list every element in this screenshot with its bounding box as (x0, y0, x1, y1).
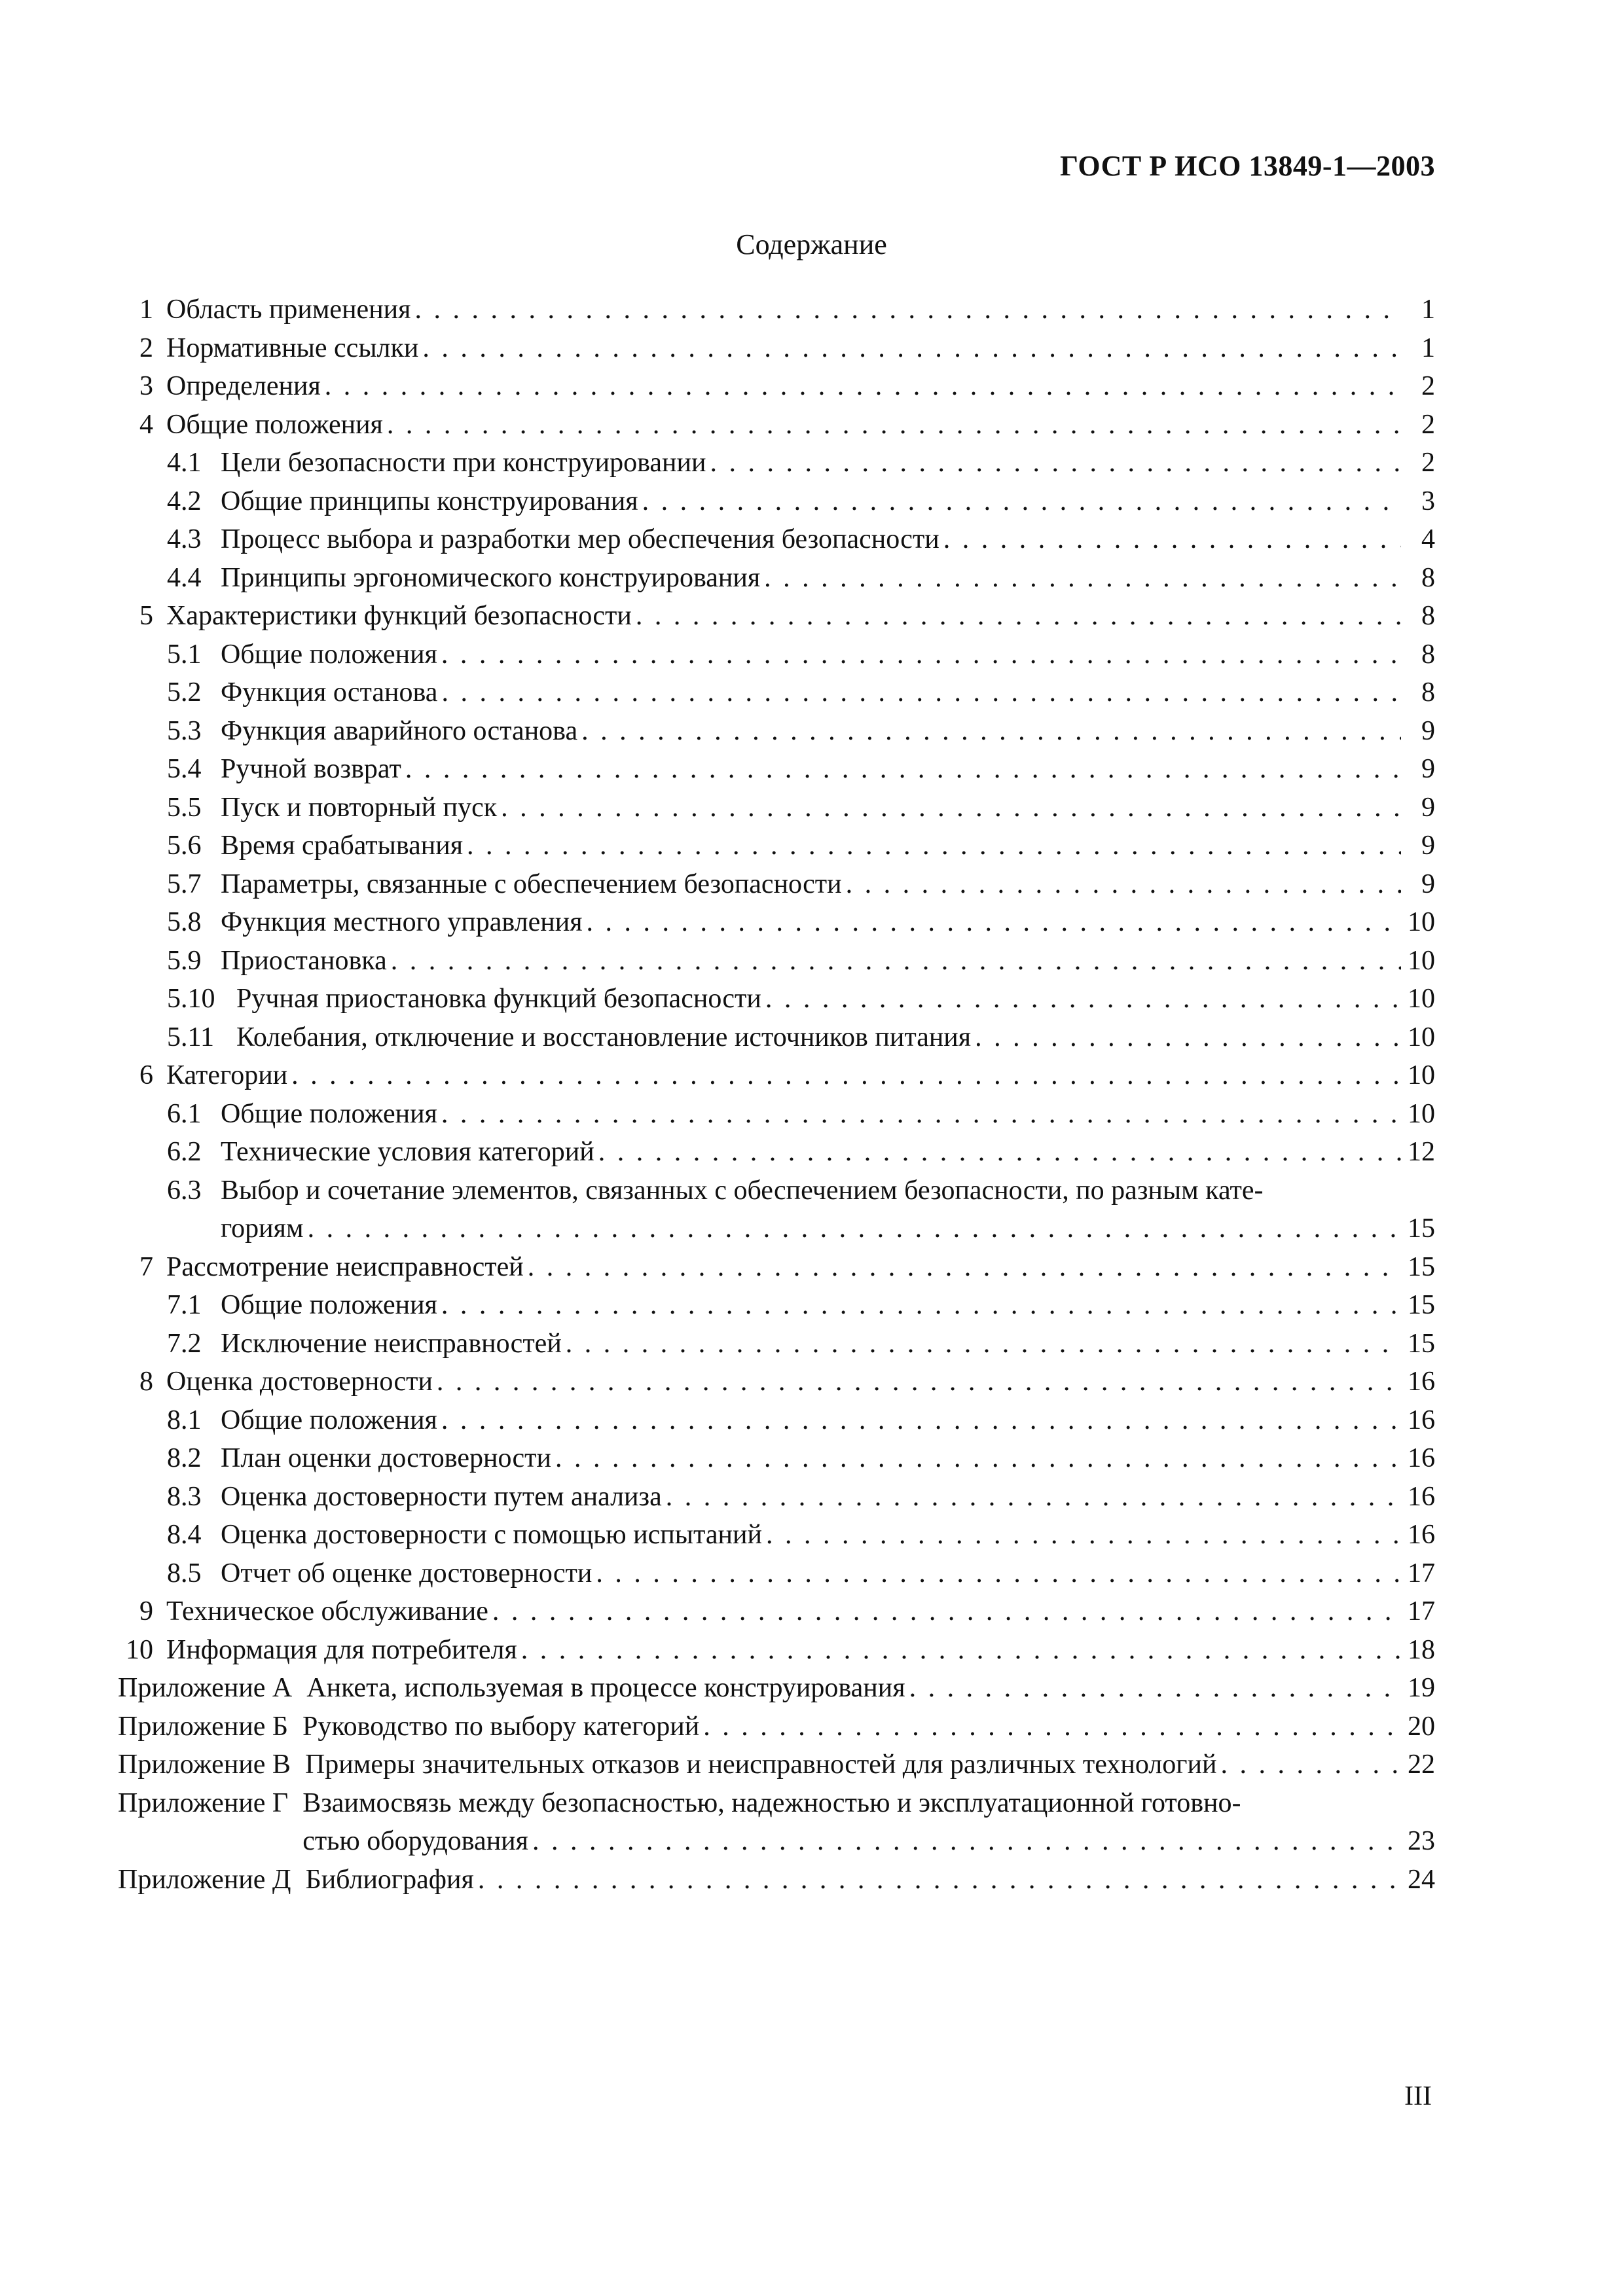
toc-entry-number: 5 (139, 601, 153, 631)
toc-entry[interactable] (118, 1708, 1435, 1746)
toc-entry[interactable] (118, 1631, 1435, 1670)
toc-entry[interactable] (118, 1172, 1435, 1210)
toc-entry[interactable] (118, 1439, 1435, 1478)
toc-leader-dots (387, 406, 1401, 444)
toc-entry-page: 8 (1421, 639, 1435, 670)
toc-entry-number: 6.1 (167, 1098, 202, 1129)
toc-entry-label: Категории (166, 1060, 288, 1090)
toc-entry[interactable] (118, 520, 1435, 559)
toc-title: Содержание (736, 228, 887, 260)
toc-entry-page: 22 (1408, 1749, 1435, 1780)
toc-entry-label: Цели безопасности при конструировании (221, 448, 706, 478)
toc-entry-page: 15 (1408, 1328, 1435, 1359)
toc-leader-dots (846, 865, 1401, 904)
toc-entry-page: 8 (1421, 677, 1435, 708)
toc-entry-number: Приложение Г (118, 1787, 289, 1818)
toc-entry[interactable] (118, 1018, 1435, 1057)
toc-entry-label: Общие положения (221, 1290, 437, 1320)
toc-entry-label: Отчет об оценке достоверности (221, 1558, 593, 1588)
toc-entry-label: Нормативные ссылки (166, 332, 419, 363)
toc-entry-page: 12 (1408, 1137, 1435, 1167)
toc-entry-page: 10 (1408, 1022, 1435, 1052)
toc-entry[interactable] (118, 367, 1435, 406)
toc-entry[interactable] (118, 1056, 1435, 1095)
toc-entry-label: Пуск и повторный пуск (221, 792, 498, 823)
toc-entry-number: 8.5 (167, 1558, 202, 1588)
toc-entry-label: Общие положения (221, 1098, 437, 1129)
toc-entry-label: План оценки достоверности (221, 1443, 551, 1473)
toc-entry-page: 20 (1408, 1711, 1435, 1742)
toc-entry-label: Выбор и сочетание элементов, связанных с обеспечением безопасности, по разным кате- (221, 1175, 1264, 1206)
toc-entry-number: 5.4 (167, 754, 202, 784)
toc-entry-number: Приложение Д (118, 1864, 291, 1895)
toc-entry-number: Приложение Б (118, 1711, 289, 1742)
toc-leader-dots (1220, 1746, 1401, 1784)
toc-entry-label: Приостановка (221, 945, 387, 976)
toc-leader-dots (441, 1095, 1401, 1134)
toc-entry-label-continued: стью оборудования (302, 1826, 528, 1856)
toc-entry-label: Колебания, отключение и восстановление источников питания (236, 1022, 972, 1052)
toc-entry-page: 10 (1408, 984, 1435, 1014)
toc-entry[interactable] (118, 1784, 1435, 1823)
toc-entry-page: 24 (1408, 1864, 1435, 1895)
toc-leader-dots (566, 1325, 1401, 1363)
toc-entry[interactable] (118, 1861, 1435, 1899)
toc-entry-page: 9 (1421, 715, 1435, 746)
toc-leader-dots (441, 1401, 1401, 1440)
toc-entry-number: 5.11 (167, 1022, 214, 1052)
toc-entry[interactable] (118, 1401, 1435, 1440)
toc-entry[interactable] (118, 750, 1435, 789)
toc-entry-number: 7 (139, 1251, 153, 1282)
toc-entry[interactable] (118, 636, 1435, 674)
toc-leader-dots (703, 1708, 1401, 1746)
toc-entry[interactable] (118, 1592, 1435, 1631)
toc-leader-dots (642, 482, 1401, 521)
toc-entry-page: 4 (1421, 524, 1435, 554)
toc-entry-page: 17 (1408, 1596, 1435, 1626)
toc-leader-dots (414, 291, 1401, 329)
toc-entry-number: 5.8 (167, 907, 202, 937)
table-of-contents (118, 291, 1435, 1899)
toc-entry[interactable] (118, 597, 1435, 636)
page-number: III (1404, 2081, 1432, 2111)
toc-entry[interactable] (118, 903, 1435, 942)
toc-entry-label: Библиография (305, 1864, 474, 1895)
toc-entry-label: Общие принципы конструирования (221, 486, 638, 516)
toc-entry-label: Ручной возврат (221, 754, 401, 784)
toc-entry-label: Руководство по выбору категорий (302, 1711, 700, 1742)
toc-entry-number: 7.1 (167, 1290, 202, 1320)
toc-entry-label: Процесс выбора и разработки мер обеспечения безопасности (221, 524, 939, 554)
toc-entry-page: 16 (1408, 1443, 1435, 1473)
toc-entry-page: 10 (1408, 1098, 1435, 1129)
toc-leader-dots (422, 329, 1401, 368)
toc-entry-page: 17 (1408, 1558, 1435, 1588)
toc-entry-page: 10 (1408, 907, 1435, 937)
toc-entry-page: 9 (1421, 869, 1435, 899)
toc-entry[interactable] (118, 712, 1435, 751)
toc-entry[interactable] (118, 1669, 1435, 1708)
toc-leader-dots (596, 1554, 1401, 1593)
toc-entry-page: 10 (1408, 945, 1435, 976)
toc-entry[interactable] (118, 673, 1435, 712)
toc-entry-label-continued: гориям (221, 1213, 304, 1244)
toc-leader-dots (325, 367, 1401, 406)
toc-entry-number: 5.6 (167, 831, 202, 861)
toc-entry-label: Примеры значительных отказов и неисправностей для различных технологий (304, 1749, 1217, 1780)
toc-entry-label: Функция местного управления (221, 907, 583, 937)
toc-entry-number: 5.1 (167, 639, 202, 670)
toc-entry-number: 2 (139, 332, 153, 363)
toc-leader-dots (764, 559, 1401, 598)
toc-entry[interactable] (118, 827, 1435, 865)
toc-entry-page: 1 (1421, 332, 1435, 363)
toc-entry[interactable] (118, 942, 1435, 980)
toc-entry-label: Информация для потребителя (166, 1634, 517, 1665)
toc-entry-page: 10 (1408, 1060, 1435, 1090)
toc-entry-number: 6.2 (167, 1137, 202, 1167)
toc-entry-page: 15 (1408, 1251, 1435, 1282)
toc-leader-dots (441, 636, 1401, 674)
toc-entry-number: 4 (139, 409, 153, 440)
toc-entry[interactable] (118, 291, 1435, 329)
toc-entry-label: Ручная приостановка функций безопасности (236, 984, 761, 1014)
toc-entry[interactable] (118, 1516, 1435, 1554)
toc-entry-number: 1 (139, 295, 153, 325)
toc-entry-label: Оценка достоверности (166, 1367, 433, 1397)
toc-leader-dots (391, 942, 1401, 980)
toc-entry-number: 5.2 (167, 677, 202, 708)
toc-leader-dots (765, 980, 1401, 1018)
toc-leader-dots (478, 1861, 1401, 1899)
toc-entry-label: Оценка достоверности с помощью испытаний (221, 1520, 762, 1550)
toc-entry[interactable] (118, 980, 1435, 1018)
toc-entry-page: 2 (1421, 371, 1435, 401)
toc-entry-page: 18 (1408, 1634, 1435, 1665)
toc-entry-number: 8.2 (167, 1443, 202, 1473)
toc-entry-label: Анкета, используемая в процессе конструирования (306, 1673, 905, 1703)
toc-leader-dots (555, 1439, 1401, 1478)
toc-entry-page: 2 (1421, 448, 1435, 478)
toc-entry-label: Общие положения (221, 1405, 437, 1435)
toc-entry[interactable] (118, 482, 1435, 521)
toc-entry-number: 8 (139, 1367, 153, 1397)
toc-entry-label: Рассмотрение неисправностей (166, 1251, 524, 1282)
toc-entry-page: 15 (1408, 1213, 1435, 1244)
toc-entry-label: Оценка достоверности путем анализа (221, 1481, 662, 1512)
toc-entry-number: 7.2 (167, 1328, 202, 1359)
toc-leader-dots (666, 1478, 1401, 1516)
toc-entry-page: 9 (1421, 831, 1435, 861)
toc-entry-page: 16 (1408, 1481, 1435, 1512)
toc-entry-number: 5.10 (167, 984, 215, 1014)
toc-entry-page: 16 (1408, 1520, 1435, 1550)
toc-leader-dots (975, 1018, 1401, 1057)
toc-entry-number: 4.3 (167, 524, 202, 554)
toc-entry-number: 9 (139, 1596, 153, 1626)
toc-leader-dots (308, 1210, 1401, 1248)
toc-entry-label: Общие положения (166, 409, 383, 440)
toc-entry-label: Область применения (166, 295, 411, 325)
toc-entry-page: 1 (1421, 295, 1435, 325)
toc-leader-dots (437, 1363, 1401, 1401)
toc-entry-label: Определения (166, 371, 321, 401)
toc-entry[interactable] (118, 1478, 1435, 1516)
toc-entry[interactable] (118, 406, 1435, 444)
toc-entry-page: 9 (1421, 792, 1435, 823)
toc-entry-label: Техническое обслуживание (166, 1596, 488, 1626)
toc-entry[interactable] (118, 1248, 1435, 1287)
toc-entry[interactable] (118, 1095, 1435, 1134)
toc-leader-dots (441, 673, 1401, 712)
toc-entry[interactable] (118, 789, 1435, 827)
toc-entry[interactable] (118, 1554, 1435, 1593)
toc-leader-dots (291, 1056, 1401, 1095)
toc-entry-label: Характеристики функций безопасности (166, 601, 632, 631)
toc-entry[interactable] (118, 865, 1435, 904)
toc-entry-number: 5.9 (167, 945, 202, 976)
toc-leader-dots (467, 827, 1401, 865)
toc-entry-page: 9 (1421, 754, 1435, 784)
toc-entry-page: 16 (1408, 1367, 1435, 1397)
toc-leader-dots (636, 597, 1401, 636)
toc-leader-dots (581, 712, 1401, 751)
toc-entry-page: 19 (1408, 1673, 1435, 1703)
toc-leader-dots (710, 444, 1401, 482)
toc-entry-page: 23 (1408, 1826, 1435, 1856)
toc-entry[interactable] (118, 1286, 1435, 1325)
toc-entry-label: Технические условия категорий (221, 1137, 594, 1167)
toc-entry-continuation (118, 1210, 1435, 1248)
toc-leader-dots (766, 1516, 1401, 1554)
toc-entry-continuation (118, 1822, 1435, 1861)
toc-leader-dots (441, 1286, 1401, 1325)
toc-entry[interactable] (118, 1746, 1435, 1784)
toc-leader-dots (528, 1248, 1401, 1287)
toc-entry[interactable] (118, 444, 1435, 482)
toc-entry-number: 5.7 (167, 869, 202, 899)
toc-entry-number: 5.3 (167, 715, 202, 746)
toc-entry-page: 2 (1421, 409, 1435, 440)
toc-entry-number: Приложение В (118, 1749, 291, 1780)
toc-entry[interactable] (118, 329, 1435, 368)
toc-leader-dots (598, 1133, 1401, 1172)
toc-entry-label: Функция останова (221, 677, 438, 708)
toc-entry-number: 4.2 (167, 486, 202, 516)
toc-entry-number: 10 (126, 1634, 153, 1665)
toc-entry-label: Параметры, связанные с обеспечением безопасности (221, 869, 842, 899)
toc-entry[interactable] (118, 1363, 1435, 1401)
toc-leader-dots (532, 1822, 1401, 1861)
toc-entry-number: 4.1 (167, 448, 202, 478)
toc-entry-label: Исключение неисправностей (221, 1328, 562, 1359)
toc-entry-label: Взаимосвязь между безопасностью, надежностью и эксплуатационной готовно- (302, 1787, 1241, 1818)
toc-entry-page: 8 (1421, 601, 1435, 631)
toc-entry-page: 3 (1421, 486, 1435, 516)
toc-entry[interactable] (118, 559, 1435, 598)
toc-entry-number: 8.1 (167, 1405, 202, 1435)
toc-entry-label: Функция аварийного останова (221, 715, 578, 746)
toc-entry-label: Общие положения (221, 639, 437, 670)
toc-entry-number: Приложение А (118, 1673, 293, 1703)
toc-entry[interactable] (118, 1133, 1435, 1172)
toc-entry-number: 4.4 (167, 562, 202, 593)
toc-entry-page: 8 (1421, 562, 1435, 593)
toc-entry[interactable] (118, 1325, 1435, 1363)
toc-entry-page: 15 (1408, 1290, 1435, 1320)
toc-entry-number: 3 (139, 371, 153, 401)
toc-leader-dots (587, 903, 1401, 942)
document-code: ГОСТ Р ИСО 13849-1—2003 (1059, 150, 1435, 182)
toc-leader-dots (492, 1592, 1401, 1631)
toc-entry-label: Принципы эргономического конструирования (221, 562, 761, 593)
toc-entry-number: 8.4 (167, 1520, 202, 1550)
toc-entry-number: 8.3 (167, 1481, 202, 1512)
toc-leader-dots (405, 750, 1401, 789)
toc-leader-dots (943, 520, 1401, 559)
toc-entry-label: Время срабатывания (221, 831, 464, 861)
toc-entry-number: 6 (139, 1060, 153, 1090)
toc-entry-page: 16 (1408, 1405, 1435, 1435)
toc-entry-number: 6.3 (167, 1175, 202, 1206)
toc-leader-dots (501, 789, 1401, 827)
toc-leader-dots (521, 1631, 1401, 1670)
toc-leader-dots (909, 1669, 1401, 1708)
toc-entry-number: 5.5 (167, 792, 202, 823)
